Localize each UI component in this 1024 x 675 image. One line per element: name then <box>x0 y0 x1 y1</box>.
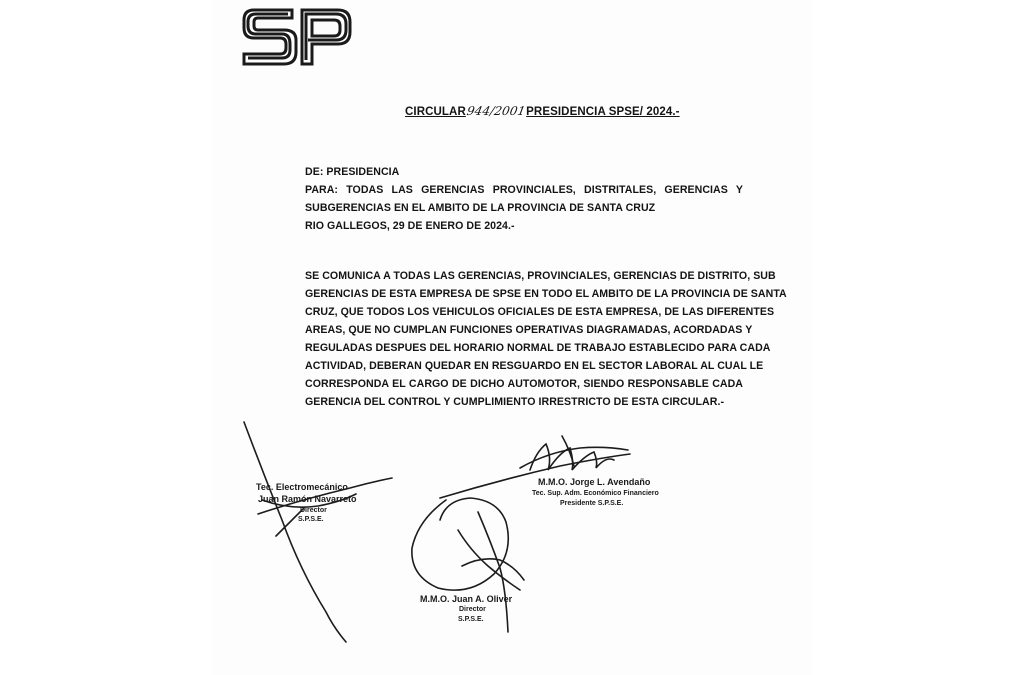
left-sig-name: Juan Ramón Navarreto <box>258 494 357 504</box>
from-line: DE: PRESIDENCIA <box>305 166 400 178</box>
title-suffix: PRESIDENCIA SPSE/ 2024.- <box>526 106 680 118</box>
right-sig-title: Tec. Sup. Adm. Económico Financiero <box>532 490 659 497</box>
body-line: CORRESPONDA EL CARGO DE DICHO AUTOMOTOR, SIENDO RESPONSABLE CADA <box>305 378 743 390</box>
sp-logo <box>240 4 354 68</box>
bottom-sig-name: M.M.O. Juan A. Oliver <box>420 594 513 604</box>
right-sig-role: Presidente S.P.S.E. <box>560 500 624 507</box>
body-line: GERENCIAS DE ESTA EMPRESA DE SPSE EN TODO EL AMBITO DE LA PROVINCIA DE SANTA <box>305 288 787 300</box>
title-prefix: CIRCULAR <box>405 106 466 118</box>
document-page <box>212 0 812 675</box>
to-line-1: PARA: TODAS LAS GERENCIAS PROVINCIALES, DISTRITALES, GERENCIAS Y <box>305 184 743 196</box>
circular-title <box>405 104 680 118</box>
bottom-sig-role: Director <box>459 606 486 613</box>
bottom-sig-org: S.P.S.E. <box>458 616 484 623</box>
right-sig-name: M.M.O. Jorge L. Avendaño <box>538 477 651 487</box>
left-sig-role: Director <box>300 507 327 514</box>
body-line: ACTIVIDAD, DEBERAN QUEDAR EN RESGUARDO EN EL SECTOR LABORAL AL CUAL LE <box>305 360 764 372</box>
body-line: CRUZ, QUE TODOS LOS VEHICULOS OFICIALES DE ESTA EMPRESA, DE LAS DIFERENTES <box>305 306 775 318</box>
handwritten-number: 944/2001 <box>465 104 527 118</box>
left-sig-title: Tec. Electromecánico <box>256 482 348 492</box>
body-line: AREAS, QUE NO CUMPLAN FUNCIONES OPERATIVAS DIAGRAMADAS, ACORDADAS Y <box>305 324 753 336</box>
body-line: REGULADAS DESPUES DEL HORARIO NORMAL DE TRABAJO ESTABLECIDO PARA CADA <box>305 342 771 354</box>
body-line: GERENCIA DEL CONTROL Y CUMPLIMIENTO IRRESTRICTO DE ESTA CIRCULAR.- <box>305 396 725 408</box>
to-line-2: SUBGERENCIAS EN EL AMBITO DE LA PROVINCIA DE SANTA CRUZ <box>305 202 656 214</box>
body-line: SE COMUNICA A TODAS LAS GERENCIAS, PROVINCIALES, GERENCIAS DE DISTRITO, SUB <box>305 270 776 282</box>
place-date: RIO GALLEGOS, 29 DE ENERO DE 2024.- <box>305 220 515 232</box>
left-sig-org: S.P.S.E. <box>298 516 324 523</box>
